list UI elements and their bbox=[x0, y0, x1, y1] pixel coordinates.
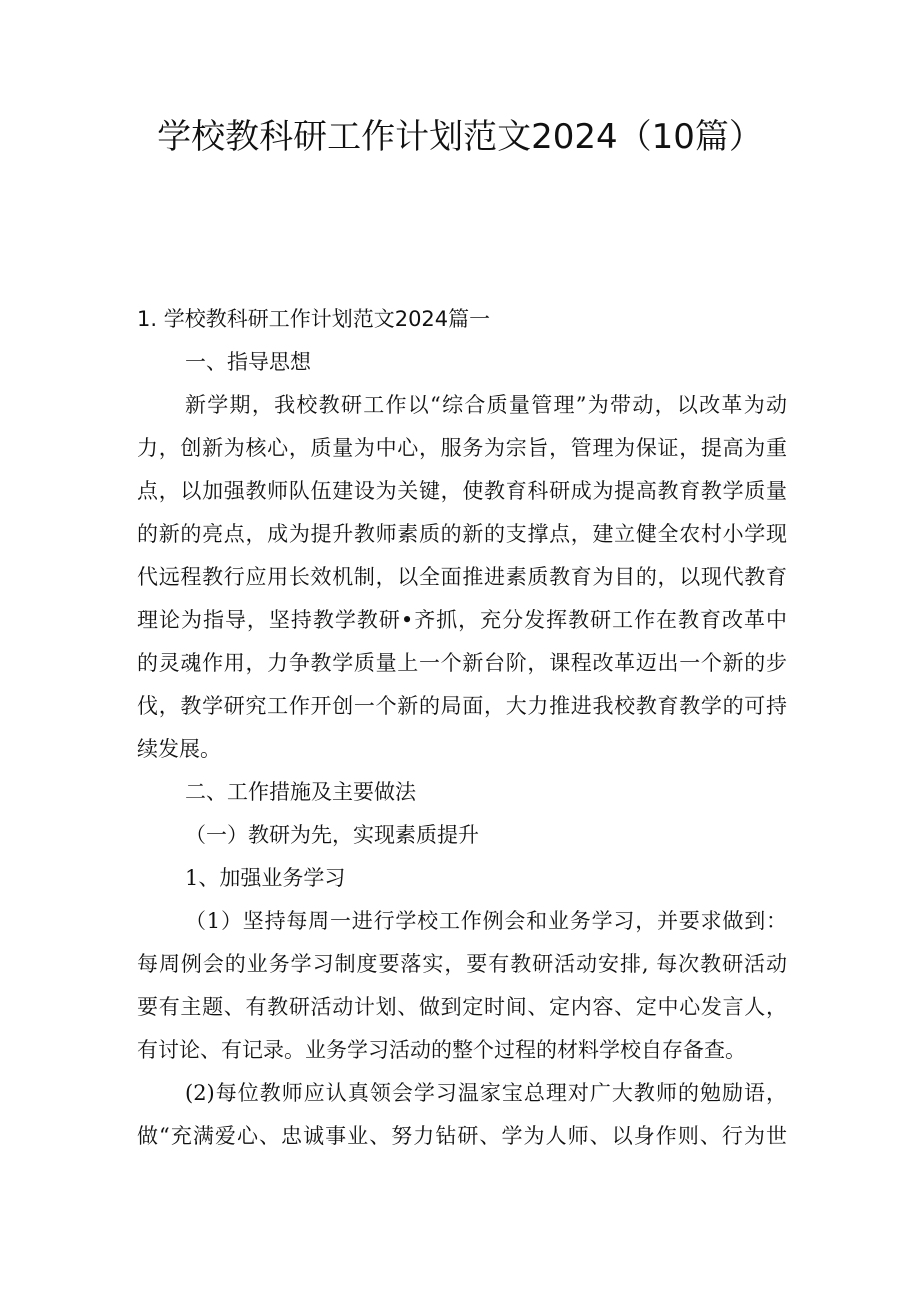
paragraph-line: 代远程教行应用长效机制，以全面推进素质教育为目的，以现代教育 bbox=[137, 565, 787, 589]
paragraph-line: 的灵魂作用，力争教学质量上一个新台阶，课程改革迈出一个新的步 bbox=[137, 651, 787, 675]
paragraph-line: 新学期，我校教研工作以“综合质量管理”为带动，以改革为动 bbox=[185, 393, 787, 417]
paragraph-line: 续发展。 bbox=[137, 737, 221, 761]
paragraph-line: 理论为指导，坚持教学教研•齐抓，充分发挥教研工作在教育改革中 bbox=[137, 608, 787, 632]
subheading-guiding-thought: 一、指导思想 bbox=[185, 350, 311, 374]
paragraph-line: 伐，教学研究工作开创一个新的局面，大力推进我校教育教学的可持 bbox=[137, 694, 787, 718]
paragraph-line: 做“充满爱心、忠诚事业、努力钻研、学为人师、以身作则、行为世 bbox=[137, 1124, 787, 1148]
subheading-research-first: （一）教研为先，实现素质提升 bbox=[185, 823, 479, 847]
paragraph-line: 要有主题、有教研活动计划、做到定时间、定内容、定中心发言人， bbox=[137, 995, 787, 1019]
section-heading-1: 1. 学校教科研工作计划范文2024篇一 bbox=[137, 307, 491, 331]
paragraph-line: （1）坚持每周一进行学校工作例会和业务学习，并要求做到： bbox=[185, 909, 787, 933]
subheading-business-study: 1、加强业务学习 bbox=[185, 866, 346, 890]
paragraph-line: 有讨论、有记录。业务学习活动的整个过程的材料学校自存备查。 bbox=[137, 1038, 746, 1062]
paragraph-line: 的新的亮点，成为提升教师素质的新的支撑点，建立健全农村小学现 bbox=[137, 522, 787, 546]
document-title: 学校教科研工作计划范文2024（10篇） bbox=[157, 117, 763, 157]
paragraph-line: (2)每位教师应认真领会学习温家宝总理对广大教师的勉励语， bbox=[185, 1081, 787, 1105]
paragraph-line: 力，创新为核心，质量为中心，服务为宗旨，管理为保证，提高为重 bbox=[137, 436, 787, 460]
subheading-measures: 二、工作措施及主要做法 bbox=[185, 780, 416, 804]
paragraph-line: 每周例会的业务学习制度要落实，要有教研活动安排, 每次教研活动 bbox=[137, 952, 787, 976]
paragraph-line: 点，以加强教师队伍建设为关键，使教育科研成为提高教育教学质量 bbox=[137, 479, 787, 503]
